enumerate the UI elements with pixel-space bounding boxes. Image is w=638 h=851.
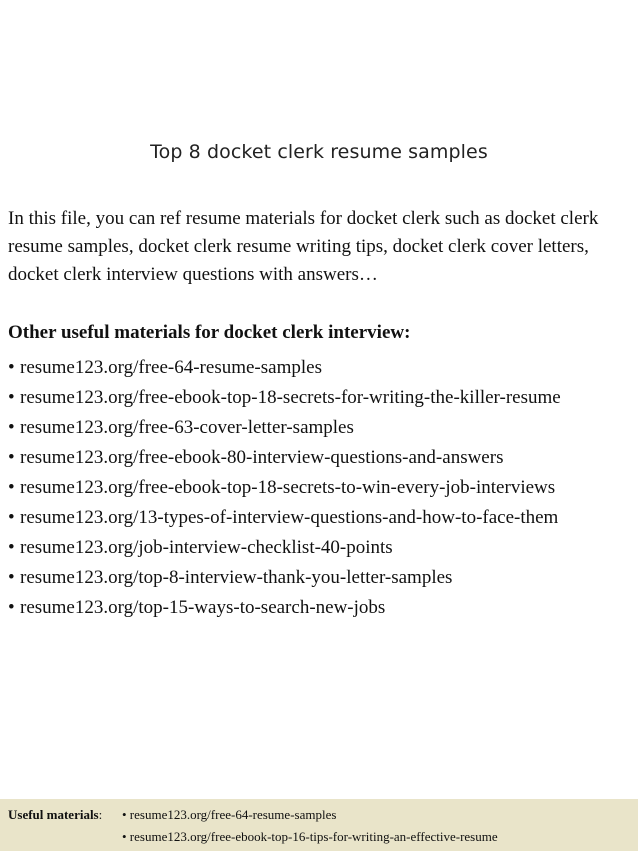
bullet-icon: • [8,447,15,468]
bullet-icon: • [8,357,15,378]
link-text[interactable]: resume123.org/free-ebook-top-18-secrets-for-writing-the-killer-resume [20,387,561,408]
bullet-icon: • [8,387,15,408]
intro-paragraph: In this file, you can ref resume materials for docket clerk such as docket clerk resume samples, docket clerk resume writing tips, docket clerk cover letters, docket clerk interview questions with answers… [8,208,599,285]
footer-link[interactable]: • resume123.org/free-ebook-top-16-tips-for-writing-an-effective-resume [122,829,498,844]
list-item[interactable] [8,445,561,475]
footer-label [8,807,102,823]
bullet-icon: • [8,477,15,498]
bullet-icon: • [8,567,15,588]
footer-bar [0,799,638,851]
list-item[interactable] [8,385,561,415]
page-title: Top 8 docket clerk resume samples [150,141,488,163]
footer-label-colon: : [98,807,103,822]
materials-list [8,355,561,625]
link-text[interactable]: resume123.org/free-63-cover-letter-samples [20,417,354,438]
bullet-icon: • [8,507,15,528]
link-text[interactable]: resume123.org/13-types-of-interview-questions-and-how-to-face-them [20,507,559,528]
link-text[interactable]: resume123.org/free-ebook-top-18-secrets-to-win-every-job-interviews [20,477,556,498]
list-item[interactable] [8,355,561,385]
list-item[interactable] [8,475,561,505]
link-text[interactable]: resume123.org/top-15-ways-to-search-new-jobs [20,597,386,618]
link-text[interactable]: resume123.org/job-interview-checklist-40-points [20,537,393,558]
link-text[interactable]: resume123.org/free-64-resume-samples [20,357,322,378]
footer-link[interactable]: • resume123.org/free-64-resume-samples [122,807,337,822]
list-item[interactable] [8,565,561,595]
list-item[interactable] [8,505,561,535]
link-text[interactable]: resume123.org/top-8-interview-thank-you-letter-samples [20,567,453,588]
link-text[interactable]: resume123.org/free-ebook-80-interview-questions-and-answers [20,447,504,468]
bullet-icon: • [8,597,15,618]
bullet-icon: • [8,417,15,438]
bullet-icon: • [8,537,15,558]
materials-heading: Other useful materials for docket clerk interview: [8,322,411,343]
list-item[interactable] [8,535,561,565]
list-item[interactable] [8,415,561,445]
list-item[interactable] [8,595,561,625]
footer-label-text: Useful materials [8,807,99,822]
